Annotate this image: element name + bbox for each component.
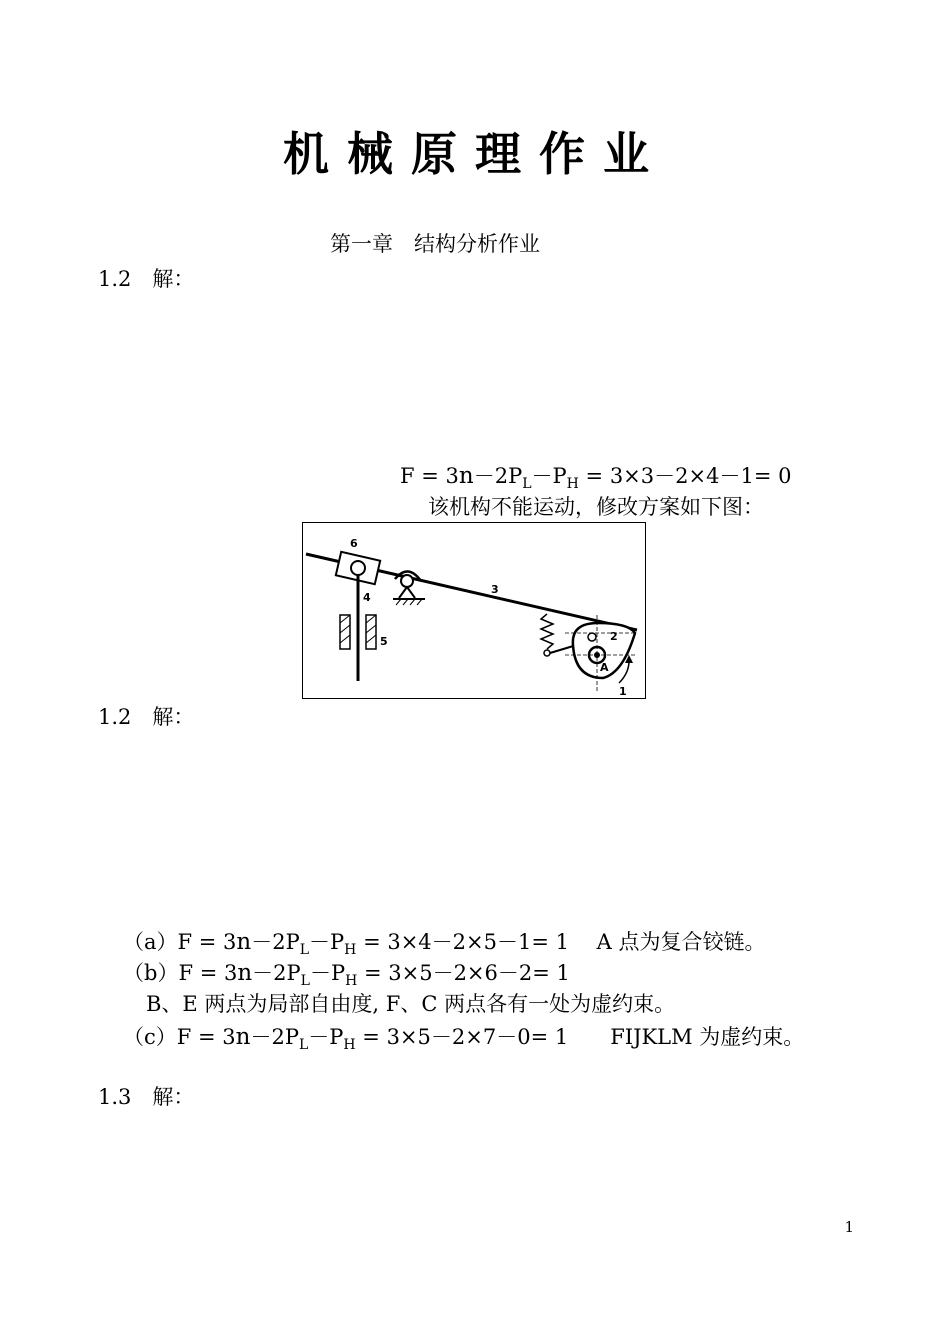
formula-line-b bbox=[123, 957, 570, 989]
roller-2 bbox=[588, 633, 596, 641]
formula-b-note: B、E 两点为局部自由度, F、C 两点各有一处为虚约束。 bbox=[146, 992, 676, 1016]
formula-line-1 bbox=[400, 460, 791, 492]
label-5: 5 bbox=[380, 635, 388, 648]
label-2: 2 bbox=[610, 630, 618, 643]
formula-b-dash: －P bbox=[309, 961, 346, 985]
mechanism-diagram bbox=[303, 523, 645, 698]
label-4: 4 bbox=[363, 591, 371, 604]
formula-c-dash: －P bbox=[308, 1025, 344, 1049]
label-3: 3 bbox=[491, 583, 499, 596]
formula-b-n: n bbox=[237, 960, 253, 986]
problem-heading-2: 1.2 解： bbox=[98, 705, 195, 729]
label-6: 6 bbox=[350, 537, 358, 550]
problem-heading-3: 1.3 解： bbox=[98, 1085, 195, 1109]
formula-b-rhs: = 3×5－2×6－2= 1 bbox=[357, 961, 570, 985]
formula-a-sub-h: H bbox=[344, 942, 357, 958]
formula-line-c bbox=[123, 1021, 804, 1053]
formula-a-prefix: （a）F = 3 bbox=[123, 930, 237, 954]
problem-1-note: 该机构不能运动，修改方案如下图： bbox=[428, 495, 764, 519]
formula-b-sub-l: L bbox=[300, 973, 310, 989]
formula-line-a bbox=[123, 926, 765, 958]
formula-a-dash: －P bbox=[309, 930, 345, 954]
formula-mid: －2P bbox=[473, 464, 523, 488]
formula-c-n: n bbox=[235, 1024, 251, 1050]
formula-dash: －P bbox=[531, 464, 567, 488]
formula-c-mid: －2P bbox=[250, 1025, 299, 1049]
document-title: 机械原理作业 bbox=[283, 127, 667, 181]
mechanism-figure bbox=[302, 522, 646, 699]
label-1: 1 bbox=[619, 685, 627, 698]
formula-lhs: F = 3 bbox=[400, 464, 459, 488]
formula-c-prefix: （c）F = 3 bbox=[123, 1025, 236, 1049]
formula-a-mid: －2P bbox=[251, 930, 300, 954]
formula-c-sub-l: L bbox=[298, 1037, 309, 1053]
page-number: 1 bbox=[844, 1218, 854, 1236]
formula-b-prefix: （b）F = 3 bbox=[123, 961, 238, 985]
formula-n: n bbox=[458, 463, 474, 489]
chapter-heading: 第一章 结构分析作业 bbox=[330, 232, 540, 256]
formula-a-n: n bbox=[236, 929, 252, 955]
formula-a-sub-l: L bbox=[299, 942, 310, 958]
spring bbox=[541, 614, 553, 649]
formula-c-sub-h: H bbox=[343, 1037, 356, 1053]
spring-end bbox=[544, 650, 550, 656]
formula-a-rhs: = 3×4－2×5－1= 1 A 点为复合铰链。 bbox=[356, 930, 766, 954]
formula-sub-l: L bbox=[522, 476, 532, 492]
label-a: A bbox=[600, 661, 609, 674]
formula-rhs: = 3×3－2×4－1= 0 bbox=[578, 464, 792, 488]
formula-b-sub-h: H bbox=[345, 973, 358, 989]
formula-b-mid: －2P bbox=[252, 961, 301, 985]
pivot-pin bbox=[401, 575, 413, 587]
slider-pin bbox=[351, 561, 365, 575]
formula-c-rhs: = 3×5－2×7－0= 1 FIJKLM 为虚约束。 bbox=[355, 1025, 805, 1049]
problem-heading-1: 1.2 解： bbox=[98, 267, 195, 291]
formula-sub-h: H bbox=[566, 476, 579, 492]
